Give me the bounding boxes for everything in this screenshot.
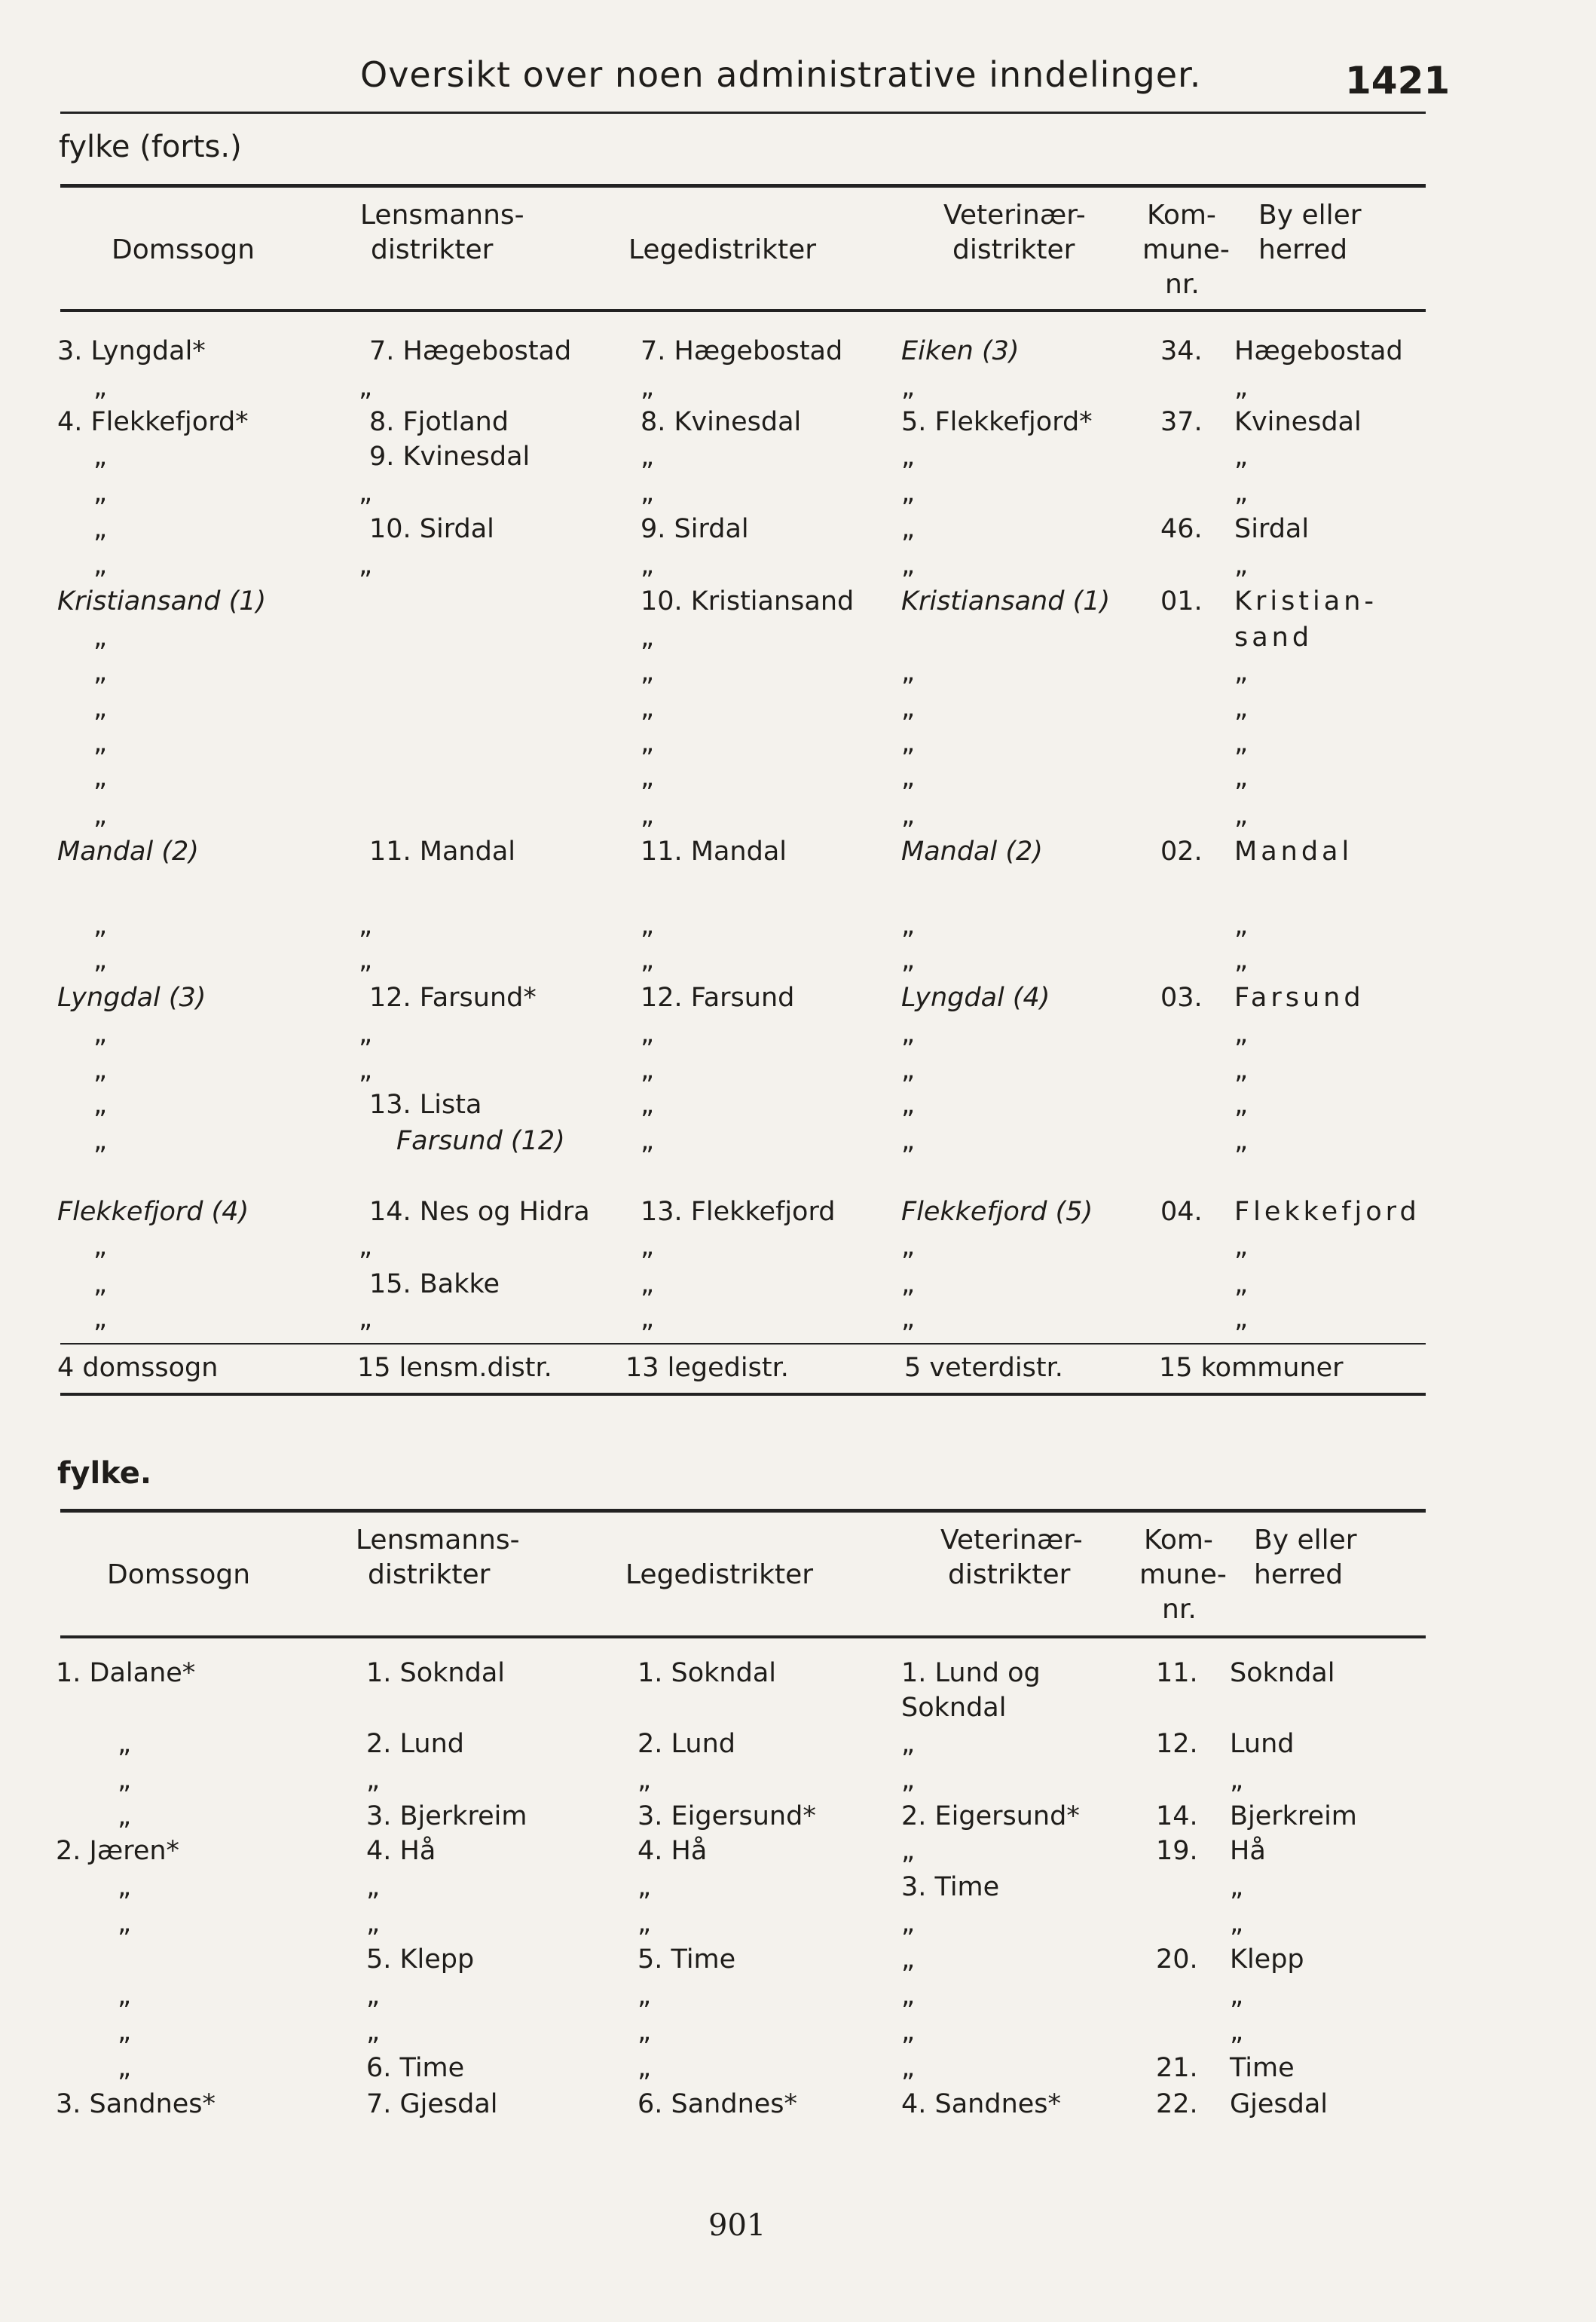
- cell-v: Kristiansand (1): [901, 586, 1111, 616]
- cell-b: Mandal: [1234, 837, 1353, 867]
- cell-v: Mandal (2): [901, 837, 1043, 867]
- cell-g: „: [641, 372, 655, 402]
- cell-v: „: [901, 442, 916, 472]
- cell-g: „: [641, 442, 655, 472]
- cell-l: „: [359, 910, 373, 941]
- cell-g: 9. Sirdal: [641, 514, 749, 544]
- page-header-title: Oversikt over noen administrative inndelinger.: [360, 54, 1202, 95]
- cell-l: 11. Mandal: [369, 837, 516, 867]
- cell-v: „: [901, 1944, 916, 1975]
- cell-v: „: [901, 1836, 916, 1866]
- col2-by-2: herred: [1254, 1559, 1344, 1590]
- cell-v: „: [901, 478, 916, 508]
- cell-b: sand: [1234, 623, 1313, 653]
- cell-v: Sokndal: [901, 1693, 1007, 1723]
- cell-l: 3. Bjerkreim: [366, 1801, 527, 1831]
- cell-g: „: [641, 1231, 655, 1262]
- cell-v: „: [901, 1126, 916, 1156]
- cell-b: „: [1230, 1765, 1244, 1795]
- cell-d: 1. Dalane*: [56, 1658, 196, 1688]
- col-domssogn: Domssogn: [112, 234, 255, 265]
- cell-g: „: [641, 728, 655, 758]
- cell-b: „: [1234, 1126, 1249, 1156]
- col-kom-2: mune-: [1142, 234, 1230, 265]
- cell-b: „: [1234, 1055, 1249, 1085]
- table1-header-rule: [60, 309, 1426, 312]
- cell-d: „: [93, 1019, 108, 1049]
- cell-k: 34.: [1160, 336, 1203, 366]
- cell-d: „: [93, 1231, 108, 1262]
- cell-d: „: [93, 945, 108, 975]
- cell-v: „: [901, 1055, 916, 1085]
- cell-d: „: [118, 1765, 132, 1795]
- cell-g: „: [641, 693, 655, 724]
- cell-l: „: [359, 1231, 373, 1262]
- cell-g: „: [641, 1269, 655, 1299]
- col2-domssogn: Domssogn: [107, 1559, 251, 1590]
- section-title-1: fylke (forts.): [59, 130, 242, 164]
- cell-v: „: [901, 2017, 916, 2047]
- cell-v: „: [901, 514, 916, 544]
- cell-d: „: [93, 1269, 108, 1299]
- cell-d: „: [93, 1055, 108, 1085]
- cell-d: 3. Sandnes*: [56, 2089, 216, 2119]
- cell-l: „: [359, 550, 373, 580]
- cell-g: „: [641, 1090, 655, 1120]
- cell-d: „: [93, 800, 108, 831]
- cell-k: 04.: [1160, 1197, 1203, 1227]
- cell-b: „: [1234, 910, 1249, 941]
- col-by-2: herred: [1258, 234, 1348, 265]
- cell-g: 10. Kristiansand: [641, 586, 855, 616]
- cell-b: „: [1234, 657, 1249, 687]
- cell-g: 6. Sandnes*: [637, 2089, 798, 2119]
- col2-vet-1: Veterinær-: [940, 1525, 1083, 1556]
- cell-d: „: [118, 1981, 132, 2011]
- cell-b: „: [1234, 1231, 1249, 1262]
- cell-b: „: [1230, 1872, 1244, 1902]
- cell-b: Sokndal: [1230, 1658, 1335, 1688]
- cell-v: „: [901, 1981, 916, 2011]
- cell-k: 14.: [1156, 1801, 1198, 1831]
- cell-g: „: [641, 623, 655, 653]
- cell-d: „: [93, 1126, 108, 1156]
- total-vet: 5 veterdistr.: [904, 1353, 1063, 1383]
- cell-l: 13. Lista: [369, 1090, 482, 1120]
- cell-b: Time: [1230, 2053, 1295, 2083]
- cell-l: 7. Gjesdal: [366, 2089, 498, 2119]
- cell-l: „: [366, 1981, 381, 2011]
- cell-d: „: [93, 478, 108, 508]
- cell-g: „: [637, 1765, 652, 1795]
- cell-b: „: [1230, 1908, 1244, 1938]
- cell-b: Klepp: [1230, 1944, 1304, 1975]
- cell-b: „: [1234, 1269, 1249, 1299]
- cell-b: „: [1234, 1304, 1249, 1334]
- table2-top-rule: [60, 1509, 1426, 1513]
- cell-l: 6. Time: [366, 2053, 465, 2083]
- cell-d: „: [93, 514, 108, 544]
- cell-g: „: [641, 763, 655, 793]
- col2-lege: Legedistrikter: [625, 1559, 814, 1590]
- cell-l: 8. Fjotland: [369, 407, 509, 437]
- total-lege: 13 legedistr.: [625, 1353, 789, 1383]
- cell-g: „: [637, 2053, 652, 2083]
- cell-g: 8. Kvinesdal: [641, 407, 802, 437]
- cell-g: 5. Time: [637, 1944, 736, 1975]
- page-number: 1421: [1345, 59, 1451, 102]
- cell-v: Flekkefjord (5): [901, 1197, 1093, 1227]
- cell-k: 21.: [1156, 2053, 1198, 2083]
- cell-d: „: [93, 623, 108, 653]
- cell-k: 37.: [1160, 407, 1203, 437]
- cell-l: „: [366, 1872, 381, 1902]
- cell-d: „: [118, 2053, 132, 2083]
- cell-l: „: [359, 478, 373, 508]
- cell-g: 2. Lund: [637, 1729, 735, 1759]
- cell-k: 46.: [1160, 514, 1203, 544]
- cell-l: 2. Lund: [366, 1729, 464, 1759]
- cell-l: 1. Sokndal: [366, 1658, 505, 1688]
- cell-g: 1. Sokndal: [637, 1658, 776, 1688]
- cell-g: 7. Hægebostad: [641, 336, 843, 366]
- cell-d: „: [118, 1872, 132, 1902]
- cell-g: „: [637, 1981, 652, 2011]
- cell-b: „: [1234, 1019, 1249, 1049]
- cell-l: „: [366, 1765, 381, 1795]
- cell-v: „: [901, 1908, 916, 1938]
- cell-d: 3. Lyngdal*: [57, 336, 206, 366]
- cell-v: 4. Sandnes*: [901, 2089, 1062, 2119]
- cell-k: 22.: [1156, 2089, 1198, 2119]
- cell-d: „: [93, 1090, 108, 1120]
- cell-d: „: [118, 2017, 132, 2047]
- cell-k: 11.: [1156, 1658, 1198, 1688]
- cell-d: Lyngdal (3): [57, 983, 206, 1013]
- section-title-2: fylke.: [57, 1456, 152, 1491]
- cell-b: „: [1234, 763, 1249, 793]
- col2-lensmann-1: Lensmanns-: [356, 1525, 520, 1556]
- cell-b: Sirdal: [1234, 514, 1310, 544]
- cell-v: „: [901, 2053, 916, 2083]
- header-rule: [60, 112, 1426, 114]
- col2-lensmann-2: distrikter: [368, 1559, 491, 1590]
- cell-g: „: [637, 1908, 652, 1938]
- col2-kom-3: nr.: [1162, 1594, 1197, 1625]
- cell-v: „: [901, 1729, 916, 1759]
- cell-g: 13. Flekkefjord: [641, 1197, 836, 1227]
- cell-l: „: [359, 1019, 373, 1049]
- cell-g: „: [641, 800, 655, 831]
- cell-d: 2. Jæren*: [56, 1836, 180, 1866]
- cell-v: „: [901, 693, 916, 724]
- cell-g: „: [637, 1872, 652, 1902]
- col-lensmann-2: distrikter: [371, 234, 494, 265]
- cell-v: „: [901, 550, 916, 580]
- cell-b: „: [1234, 1090, 1249, 1120]
- cell-b: „: [1234, 442, 1249, 472]
- cell-d: „: [118, 1729, 132, 1759]
- cell-v: „: [901, 657, 916, 687]
- col-lensmann-1: Lensmanns-: [360, 200, 524, 231]
- cell-v: „: [901, 1765, 916, 1795]
- col-kom-1: Kom-: [1147, 200, 1216, 231]
- cell-l: „: [366, 1908, 381, 1938]
- cell-v: Eiken (3): [901, 336, 1020, 366]
- cell-v: „: [901, 763, 916, 793]
- cell-d: „: [93, 657, 108, 687]
- table1-top-rule: [60, 184, 1426, 188]
- cell-g: 3. Eigersund*: [637, 1801, 816, 1831]
- total-kommuner: 15 kommuner: [1159, 1353, 1344, 1383]
- cell-g: „: [641, 1019, 655, 1049]
- cell-b: „: [1234, 945, 1249, 975]
- cell-g: 4. Hå: [637, 1836, 708, 1866]
- cell-b: „: [1234, 372, 1249, 402]
- cell-l: 14. Nes og Hidra: [369, 1197, 590, 1227]
- col2-kom-1: Kom-: [1144, 1525, 1213, 1556]
- cell-b: Lund: [1230, 1729, 1295, 1759]
- cell-v: 1. Lund og: [901, 1658, 1041, 1688]
- cell-k: 19.: [1156, 1836, 1198, 1866]
- cell-g: „: [641, 910, 655, 941]
- cell-b: Kristian-: [1234, 586, 1378, 616]
- cell-b: Gjesdal: [1230, 2089, 1328, 2119]
- cell-g: „: [637, 2017, 652, 2047]
- cell-l: 15. Bakke: [369, 1269, 500, 1299]
- cell-d: „: [93, 728, 108, 758]
- col2-vet-2: distrikter: [948, 1559, 1071, 1590]
- cell-b: Kvinesdal: [1234, 407, 1362, 437]
- cell-v: 3. Time: [901, 1872, 1000, 1902]
- col-by-1: By eller: [1258, 200, 1362, 231]
- cell-l: Farsund (12): [396, 1126, 565, 1156]
- cell-l: „: [359, 945, 373, 975]
- col2-kom-2: mune-: [1139, 1559, 1227, 1590]
- cell-b: Hægebostad: [1234, 336, 1403, 366]
- col-vet-2: distrikter: [952, 234, 1075, 265]
- cell-d: „: [93, 693, 108, 724]
- table1-bottom-rule: [60, 1393, 1426, 1396]
- cell-v: „: [901, 1090, 916, 1120]
- cell-d: „: [118, 1908, 132, 1938]
- cell-k: 12.: [1156, 1729, 1198, 1759]
- cell-d: Flekkefjord (4): [57, 1197, 249, 1227]
- cell-g: „: [641, 945, 655, 975]
- cell-d: Mandal (2): [57, 837, 199, 867]
- cell-l: „: [366, 2017, 381, 2047]
- cell-d: „: [93, 442, 108, 472]
- cell-g: „: [641, 657, 655, 687]
- cell-l: „: [359, 1055, 373, 1085]
- cell-v: „: [901, 910, 916, 941]
- col-lege: Legedistrikter: [628, 234, 817, 265]
- cell-b: Farsund: [1234, 983, 1365, 1013]
- cell-k: 02.: [1160, 837, 1203, 867]
- cell-b: „: [1234, 800, 1249, 831]
- cell-l: 5. Klepp: [366, 1944, 475, 1975]
- cell-v: „: [901, 800, 916, 831]
- cell-d: Kristiansand (1): [57, 586, 267, 616]
- col-kom-3: nr.: [1165, 269, 1200, 300]
- cell-l: „: [359, 372, 373, 402]
- cell-d: 4. Flekkefjord*: [57, 407, 249, 437]
- cell-b: „: [1234, 728, 1249, 758]
- cell-d: „: [93, 763, 108, 793]
- cell-g: „: [641, 550, 655, 580]
- footer-page-number: 901: [708, 2208, 766, 2243]
- cell-l: 7. Hægebostad: [369, 336, 572, 366]
- cell-k: 20.: [1156, 1944, 1198, 1975]
- cell-g: 12. Farsund: [641, 983, 795, 1013]
- cell-d: „: [118, 1801, 132, 1831]
- cell-v: „: [901, 728, 916, 758]
- cell-d: „: [93, 1304, 108, 1334]
- cell-l: 9. Kvinesdal: [369, 442, 530, 472]
- cell-v: „: [901, 1019, 916, 1049]
- cell-v: Lyngdal (4): [901, 983, 1050, 1013]
- cell-v: „: [901, 372, 916, 402]
- cell-b: „: [1234, 478, 1249, 508]
- total-domssogn: 4 domssogn: [57, 1353, 219, 1383]
- cell-v: 5. Flekkefjord*: [901, 407, 1093, 437]
- table1-totals-rule: [60, 1343, 1426, 1345]
- cell-l: 10. Sirdal: [369, 514, 494, 544]
- cell-b: Bjerkreim: [1230, 1801, 1357, 1831]
- cell-l: 4. Hå: [366, 1836, 436, 1866]
- cell-d: „: [93, 372, 108, 402]
- table2-header-rule: [60, 1635, 1426, 1638]
- cell-k: 03.: [1160, 983, 1203, 1013]
- cell-l: „: [359, 1304, 373, 1334]
- cell-g: „: [641, 1126, 655, 1156]
- cell-v: „: [901, 945, 916, 975]
- cell-d: „: [93, 550, 108, 580]
- cell-b: Flekkefjord: [1234, 1197, 1420, 1227]
- cell-g: 11. Mandal: [641, 837, 787, 867]
- cell-l: 12. Farsund*: [369, 983, 537, 1013]
- cell-b: Hå: [1230, 1836, 1266, 1866]
- cell-k: 01.: [1160, 586, 1203, 616]
- total-lensmann: 15 lensm.distr.: [357, 1353, 552, 1383]
- cell-v: 2. Eigersund*: [901, 1801, 1080, 1831]
- col2-by-1: By eller: [1254, 1525, 1357, 1556]
- cell-b: „: [1230, 1981, 1244, 2011]
- cell-g: „: [641, 1055, 655, 1085]
- cell-b: „: [1230, 2017, 1244, 2047]
- cell-v: „: [901, 1304, 916, 1334]
- cell-v: „: [901, 1269, 916, 1299]
- cell-g: „: [641, 478, 655, 508]
- cell-g: „: [641, 1304, 655, 1334]
- cell-d: „: [93, 910, 108, 941]
- col-vet-1: Veterinær-: [943, 200, 1086, 231]
- cell-v: „: [901, 1231, 916, 1262]
- cell-b: „: [1234, 550, 1249, 580]
- cell-b: „: [1234, 693, 1249, 724]
